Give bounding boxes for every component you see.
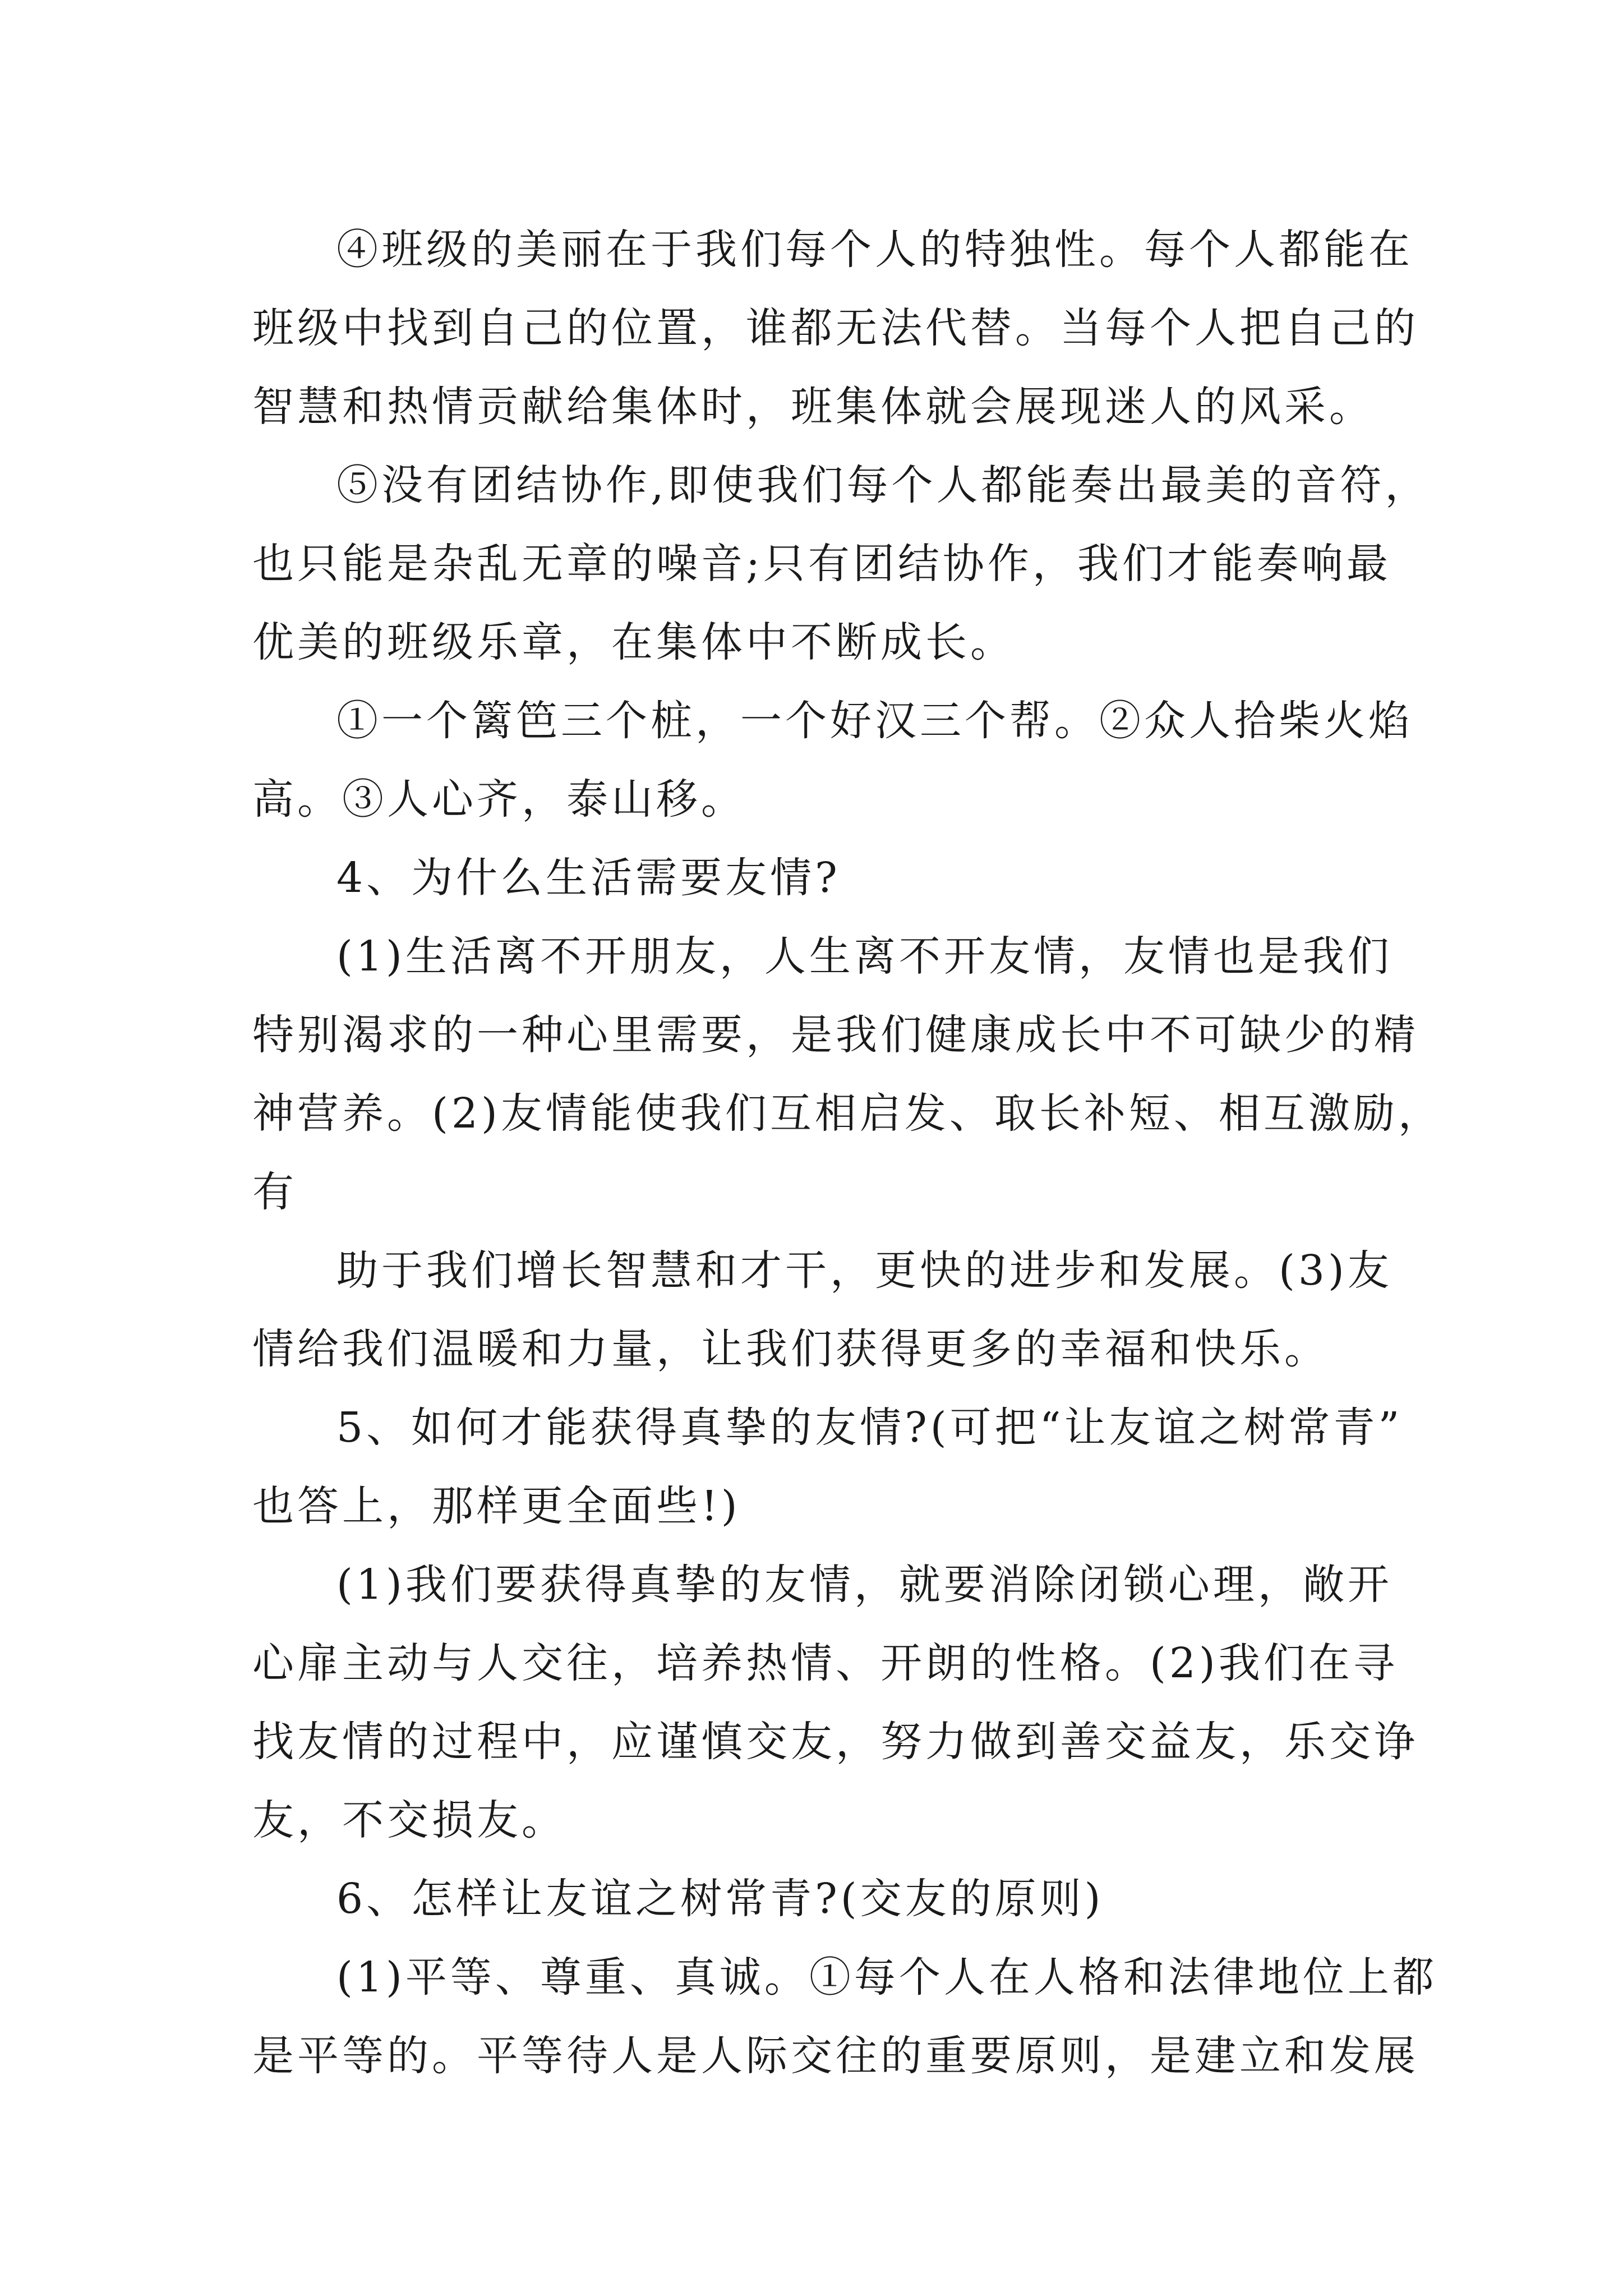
paragraph-line: 是平等的。平等待人是人际交往的重要原则，是建立和发展 [252, 2032, 1419, 2080]
document-body [252, 210, 1443, 2095]
paragraph-line: ④班级的美丽在于我们每个人的特独性。每个人都能在 [336, 226, 1413, 274]
paragraph-line: 心扉主动与人交往，培养热情、开朗的性格。(2)我们在寻 [252, 1639, 1398, 1687]
paragraph-line: ①一个篱笆三个桩，一个好汉三个帮。②众人拾柴火焰 [336, 697, 1413, 745]
paragraph-line: (1)我们要获得真挚的友情，就要消除闭锁心理，敞开 [336, 1561, 1393, 1609]
paragraph-line: 特别渴求的一种心里需要，是我们健康成长中不可缺少的精 [252, 1011, 1419, 1059]
paragraph-line: 友，不交损友。 [252, 1796, 566, 1844]
question-heading: 6、怎样让友谊之树常青?(交友的原则) [336, 1875, 1104, 1923]
paragraph-line: 助于我们增长智慧和才干，更快的进步和发展。(3)友 [336, 1246, 1393, 1295]
paragraph-line: 也答上，那样更全面些!) [252, 1482, 741, 1530]
paragraph-line: 也只能是杂乱无章的噪音;只有团结协作，我们才能奏响最 [252, 540, 1391, 588]
paragraph-line: 优美的班级乐章，在集体中不断成长。 [252, 618, 1015, 666]
paragraph-line: 高。③人心齐，泰山移。 [252, 775, 746, 823]
paragraph-line: 情给我们温暖和力量，让我们获得更多的幸福和快乐。 [252, 1325, 1329, 1373]
question-heading: 5、如何才能获得真挚的友情?(可把“让友谊之树常青” [336, 1404, 1403, 1452]
paragraph-line: 班级中找到自己的位置，谁都无法代替。当每个人把自己的 [252, 304, 1419, 352]
paragraph-line: 找友情的过程中，应谨慎交友，努力做到善交益友，乐交诤 [252, 1718, 1419, 1766]
paragraph-line: ⑤没有团结协作,即使我们每个人都能奏出最美的音符， [336, 461, 1430, 509]
paragraph-line: 有 [252, 1168, 297, 1216]
paragraph-line: 智慧和热情贡献给集体时，班集体就会展现迷人的风采。 [252, 383, 1374, 431]
paragraph-line: (1)平等、尊重、真诚。①每个人在人格和法律地位上都 [336, 1953, 1437, 2001]
paragraph-line: (1)生活离不开朋友，人生离不开友情，友情也是我们 [336, 932, 1393, 981]
question-heading: 4、为什么生活需要友情? [336, 854, 841, 902]
paragraph-line: 神营养。(2)友情能使我们互相启发、取长补短、相互激励， [252, 1089, 1443, 1138]
